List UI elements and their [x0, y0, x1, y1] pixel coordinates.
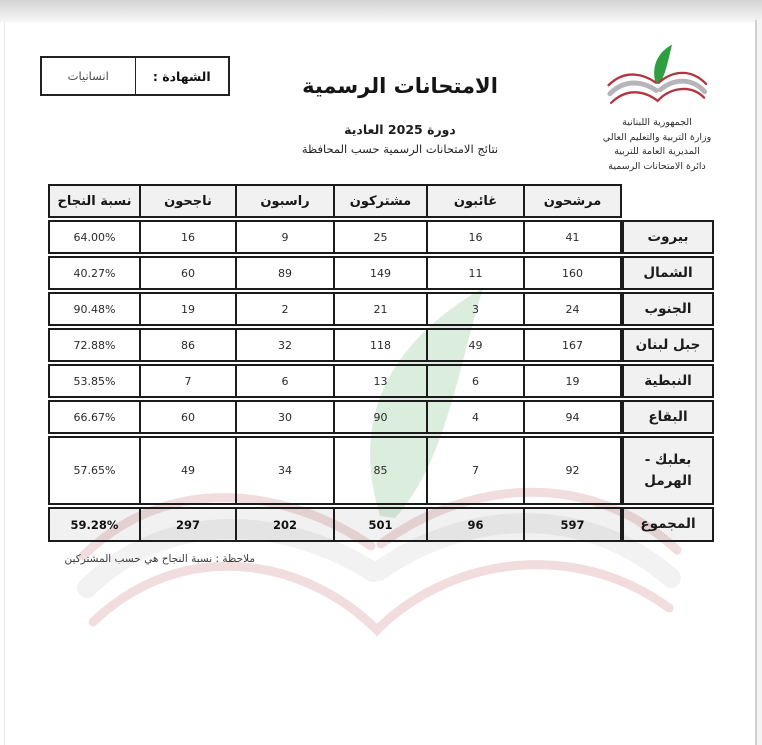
- table-header-row: [48, 184, 714, 218]
- cell-candidates: 41: [565, 230, 580, 244]
- cell-absent: 7: [428, 438, 525, 503]
- cell-failed: 89: [237, 258, 335, 288]
- scan-top-edge: [0, 0, 762, 22]
- cell-pass-rate: 53.85%: [50, 366, 141, 396]
- cell-candidates: 19: [565, 374, 580, 388]
- region-label: النبطية: [622, 364, 714, 398]
- total-candidates: 597: [525, 509, 620, 540]
- ministry-line-ministry: وزارة التربية والتعليم العالي: [602, 131, 712, 143]
- total-participants: 501: [335, 509, 428, 540]
- cell-passed: 49: [141, 438, 237, 503]
- col-header-participants: مشتركون: [335, 186, 428, 216]
- cell-absent: 11: [428, 258, 525, 288]
- total-pass-rate: 59.28%: [50, 509, 141, 540]
- cell-passed: 60: [141, 402, 237, 432]
- cell-failed: 6: [237, 366, 335, 396]
- cell-passed: 7: [141, 366, 237, 396]
- cell-failed: 9: [237, 222, 335, 252]
- cell-participants: 90: [335, 402, 428, 432]
- ministry-line-republic: الجمهورية اللبنانية: [622, 117, 692, 128]
- cell-absent: 6: [428, 366, 525, 396]
- cell-absent: 3: [428, 294, 525, 324]
- table-row-bekaa: [48, 400, 714, 434]
- session-subtitle: دورة 2025 العادية: [344, 122, 456, 137]
- table-row-total: [48, 507, 714, 542]
- region-label: الشمال: [622, 256, 714, 290]
- total-absent: 96: [428, 509, 525, 540]
- page-title: الامتحانات الرسمية: [302, 74, 498, 98]
- table-row-mount-lebanon: [48, 328, 714, 362]
- cell-participants: 25: [335, 222, 428, 252]
- header-region-spacer: [622, 184, 714, 218]
- title-block: [120, 74, 680, 156]
- cell-pass-rate: 57.65%: [50, 438, 141, 503]
- ministry-line-directorate: المديرية العامة للتربية: [614, 146, 700, 158]
- header-cells: [48, 184, 622, 218]
- cell-passed: 86: [141, 330, 237, 360]
- cell-failed: 2: [237, 294, 335, 324]
- results-subtitle: نتائج الامتحانات الرسمية حسب المحافظة: [301, 142, 499, 156]
- cell-candidates: 160: [562, 266, 583, 280]
- cell-participants: 13: [335, 366, 428, 396]
- cell-passed: 19: [141, 294, 237, 324]
- certificate-value: انسانيات: [42, 58, 136, 94]
- total-label: المجموع: [622, 507, 714, 542]
- cell-failed: 34: [237, 438, 335, 503]
- cell-absent: 16: [428, 222, 525, 252]
- cell-candidates: 167: [562, 338, 583, 352]
- cell-pass-rate: 40.27%: [50, 258, 141, 288]
- results-table: [48, 184, 714, 544]
- region-label: بعلبك - الهرمل: [622, 436, 714, 505]
- cell-failed: 30: [237, 402, 335, 432]
- cell-passed: 16: [141, 222, 237, 252]
- total-failed: 202: [237, 509, 335, 540]
- cell-candidates: 24: [565, 302, 580, 316]
- cell-passed: 60: [141, 258, 237, 288]
- region-label: البقاع: [622, 400, 714, 434]
- region-label: الجنوب: [622, 292, 714, 326]
- table-row-nabatieh: [48, 364, 714, 398]
- cell-pass-rate: 66.67%: [50, 402, 141, 432]
- region-label: جبل لبنان: [622, 328, 714, 362]
- cell-absent: 4: [428, 402, 525, 432]
- footnote: ملاحظة : نسبة النجاح هي حسب المشتركين: [64, 553, 255, 565]
- page-right-edge: [755, 20, 757, 745]
- cell-participants: 149: [335, 258, 428, 288]
- cell-pass-rate: 72.88%: [50, 330, 141, 360]
- cell-absent: 49: [428, 330, 525, 360]
- col-header-pass-rate: نسبة النجاح: [50, 186, 141, 216]
- page-right-margin: [757, 20, 762, 745]
- cell-failed: 32: [237, 330, 335, 360]
- table-row-south: [48, 292, 714, 326]
- cell-candidates: 94: [565, 410, 580, 424]
- cell-candidates: 92: [565, 464, 580, 477]
- cell-participants: 85: [335, 438, 428, 503]
- page-left-edge: [4, 22, 5, 745]
- table-row-baalbek-hermel: [48, 436, 714, 505]
- total-passed: 297: [141, 509, 237, 540]
- cell-participants: 21: [335, 294, 428, 324]
- ministry-line-exams-dept: دائرة الامتحانات الرسمية: [608, 161, 706, 173]
- cell-pass-rate: 90.48%: [50, 294, 141, 324]
- col-header-failed: راسبون: [237, 186, 335, 216]
- certificate-label: الشهادة :: [152, 68, 211, 84]
- col-header-absent: غائبون: [428, 186, 525, 216]
- cell-participants: 118: [335, 330, 428, 360]
- col-header-candidates: مرشحون: [525, 186, 620, 216]
- cell-pass-rate: 64.00%: [50, 222, 141, 252]
- table-row-beirut: [48, 220, 714, 254]
- region-label: بيروت: [622, 220, 714, 254]
- table-row-north: [48, 256, 714, 290]
- col-header-passed: ناجحون: [141, 186, 237, 216]
